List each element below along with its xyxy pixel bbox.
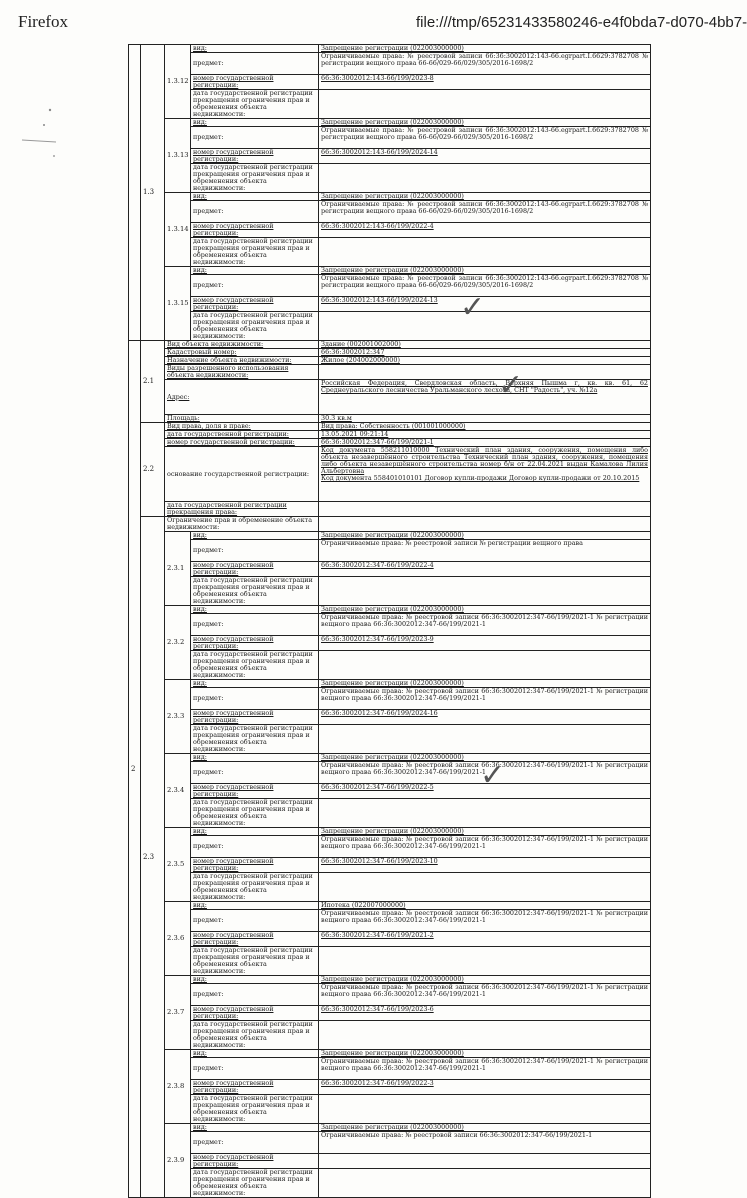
- browser-header: [0, 0, 747, 40]
- table-row: [129, 75, 651, 90]
- table-row: [129, 688, 651, 710]
- field-value: [319, 1021, 651, 1050]
- field-label: вид:: [191, 1124, 319, 1132]
- field-value: Код документа 558211010000 Технический план здания, сооружения, помещения либо объекта незавершённого строительства Технический план здания, сооружения, помещения либо объекта незавершённого строительства номер б/н от 22.04.2021 выдан Камалова Лилия Альбертовна Код документа 558401010101 Договор купли-продажи Договор купли-продажи от 20.10.2015: [319, 447, 651, 502]
- field-label: дата государственной регистрации прекращения ограничения прав и обременения объекта недвижимости:: [191, 1021, 319, 1050]
- table-row: [129, 275, 651, 297]
- field-label: Назначение объекта недвижимости:: [165, 357, 319, 365]
- table-row: [129, 614, 651, 636]
- item-number: 2.3.9: [165, 1124, 191, 1198]
- field-value: Российская Федерация, Свердловская область, Верхняя Пышма г, кв. кв. 61, 62 Среднеуральского лесничества Уральманского лесхоза, СНТ "Радость", уч. №12а: [319, 380, 651, 415]
- field-value: Запрещение регистрации (022003000000): [319, 45, 651, 53]
- field-value: 66:36:3002012:347-66/199/2021-2: [319, 932, 651, 947]
- field-value: 66:36:3002012:347-66/199/2022-4: [319, 562, 651, 577]
- field-value: [319, 1095, 651, 1124]
- field-value: [319, 725, 651, 754]
- field-label: дата государственной регистрации прекращения ограничения прав и обременения объекта недвижимости:: [191, 947, 319, 976]
- check-mark-icon: ✓: [460, 290, 486, 325]
- table-row: [129, 1154, 651, 1169]
- table-row: [129, 127, 651, 149]
- section-cell: [129, 45, 141, 341]
- table-row: [129, 164, 651, 193]
- field-label: вид:: [191, 45, 319, 53]
- field-value: Ограничиваемые права: № реестровой записи 66:36:3002012:347-66/199/2021-1 № регистрации вещного права 66:36:3002012:347-66/199/2021-1: [319, 688, 651, 710]
- browser-name: Firefox: [18, 12, 69, 31]
- block-index: 2.3: [141, 517, 165, 1198]
- section-number: 2: [129, 341, 141, 1198]
- field-value: 66:36:3002012:143-66/199/2024-14: [319, 149, 651, 164]
- item-number: 2.3.2: [165, 606, 191, 680]
- field-label: номер государственной регистрации:: [191, 858, 319, 873]
- table-row: [129, 201, 651, 223]
- table-row: [129, 297, 651, 312]
- field-value: [319, 238, 651, 267]
- item-number: 2.3.3: [165, 680, 191, 754]
- field-value: Запрещение регистрации (022003000000): [319, 828, 651, 836]
- field-value: Запрещение регистрации (022003000000): [319, 119, 651, 127]
- field-label: дата государственной регистрации прекращения ограничения прав и обременения объекта недвижимости:: [191, 873, 319, 902]
- field-value: 66:36:3002012:143-66/199/2023-8: [319, 75, 651, 90]
- item-number: 2.3.5: [165, 828, 191, 902]
- field-value: 13.05.2021 09:21:14: [319, 431, 651, 439]
- field-value: Ограничиваемые права: № реестровой записи 66:36:3002012:347-66/199/2021-1 № регистрации вещного права 66:36:3002012:347-66/199/2021-1: [319, 762, 651, 784]
- item-number: 1.3.12: [165, 45, 191, 119]
- block-index: 2.1: [141, 341, 165, 423]
- field-label: Ограничение прав и обременение объекта недвижимости:: [165, 517, 319, 532]
- field-label: предмет:: [191, 984, 319, 1006]
- table-row: [129, 1132, 651, 1154]
- field-label: вид:: [191, 267, 319, 275]
- field-value: 66:36:3002012:347-66/199/2022-3: [319, 1080, 651, 1095]
- field-label: номер государственной регистрации:: [191, 75, 319, 90]
- field-label: вид:: [191, 606, 319, 614]
- field-label: дата государственной регистрации прекращения ограничения прав и обременения объекта недвижимости:: [191, 725, 319, 754]
- field-value: Запрещение регистрации (022003000000): [319, 532, 651, 540]
- field-label: Площадь:: [165, 415, 319, 423]
- field-value: [319, 90, 651, 119]
- field-value: 66:36:3002012:347-66/199/2023-6: [319, 1006, 651, 1021]
- url-bar[interactable]: file:///tmp/65231433580246-e4f0bda7-d070-4bb7-: [416, 14, 747, 31]
- field-label: предмет:: [191, 1058, 319, 1080]
- field-label: номер государственной регистрации:: [191, 223, 319, 238]
- field-value: Ограничиваемые права: № реестровой записи 66:36:3002012:347-66/199/2021-1 № регистрации вещного права 66:36:3002012:347-66/199/2021-1: [319, 836, 651, 858]
- field-label: дата государственной регистрации прекращения ограничения прав и обременения объекта недвижимости:: [191, 799, 319, 828]
- table-row: [129, 365, 651, 380]
- field-label: предмет:: [191, 275, 319, 297]
- field-label: номер государственной регистрации:: [191, 784, 319, 799]
- field-value: Жилое (204002000000): [319, 357, 651, 365]
- field-label: вид:: [191, 680, 319, 688]
- field-label: основание государственной регистрации:: [165, 447, 319, 502]
- table-row: [129, 651, 651, 680]
- field-label: предмет:: [191, 1132, 319, 1154]
- field-label: дата государственной регистрации прекращения ограничения прав и обременения объекта недвижимости:: [191, 312, 319, 341]
- field-value: Ограничиваемые права: № реестровой записи 66:36:3002012:143-66.egrpart.I.6629:3782708 № регистрации вещного права 66-66/029-66/029/305/2016-1698/2: [319, 201, 651, 223]
- field-label: номер государственной регистрации:: [191, 636, 319, 651]
- field-value: [319, 577, 651, 606]
- block-index: 2.2: [141, 423, 165, 517]
- table-row: [129, 540, 651, 562]
- field-value: 66:36:3002012:143-66/199/2022-4: [319, 223, 651, 238]
- table-row: [129, 517, 651, 532]
- field-value: Здание (002001002000): [319, 341, 651, 349]
- field-value: Ограничиваемые права: № реестровой записи 66:36:3002012:143-66.egrpart.I.6629:3782708 № регистрации вещного права 66-66/029-66/029/305/2016-1698/2: [319, 275, 651, 297]
- field-label: вид:: [191, 193, 319, 201]
- table-row: [129, 1021, 651, 1050]
- field-label: дата государственной регистрации:: [165, 431, 319, 439]
- field-value: [319, 502, 651, 517]
- field-value: Ограничиваемые права: № реестровой записи 66:36:3002012:347-66/199/2021-1 № регистрации вещного права 66:36:3002012:347-66/199/2021-1: [319, 614, 651, 636]
- item-number: 2.3.7: [165, 976, 191, 1050]
- field-label: дата государственной регистрации прекращения ограничения прав и обременения объекта недвижимости:: [191, 164, 319, 193]
- field-value: Ограничиваемые права: № реестровой записи № регистрации вещного права: [319, 540, 651, 562]
- field-label: дата государственной регистрации прекращения ограничения прав и обременения объекта недвижимости:: [191, 238, 319, 267]
- field-value: [319, 947, 651, 976]
- field-label: Вид объекта недвижимости:: [165, 341, 319, 349]
- item-number: 1.3.14: [165, 193, 191, 267]
- table-row: [129, 223, 651, 238]
- field-label: вид:: [191, 1050, 319, 1058]
- table-row: [129, 1006, 651, 1021]
- table-row: [129, 447, 651, 502]
- table-row: [129, 947, 651, 976]
- field-value: [319, 651, 651, 680]
- table-row: [129, 1080, 651, 1095]
- check-mark-icon: ✓: [480, 758, 506, 793]
- field-label: номер государственной регистрации:: [165, 439, 319, 447]
- field-value: Ограничиваемые права: № реестровой записи 66:36:3002012:347-66/199/2021-1 № регистрации вещного права 66:36:3002012:347-66/199/2021-1: [319, 984, 651, 1006]
- field-label: дата государственной регистрации прекращения ограничения прав и обременения объекта недвижимости:: [191, 1095, 319, 1124]
- field-label: предмет:: [191, 688, 319, 710]
- field-value: Запрещение регистрации (022003000000): [319, 680, 651, 688]
- scan-artifact: [20, 80, 60, 200]
- table-row: [129, 799, 651, 828]
- field-value: Запрещение регистрации (022003000000): [319, 976, 651, 984]
- field-value: [319, 517, 651, 532]
- field-value: 66:36:3002012:347-66/199/2021-1: [319, 439, 651, 447]
- field-label: дата государственной регистрации прекращения ограничения прав и обременения объекта недвижимости:: [191, 1169, 319, 1198]
- item-number: 2.3.1: [165, 532, 191, 606]
- field-label: Кадастровый номер:: [165, 349, 319, 357]
- block-index: 1.3: [141, 45, 165, 341]
- field-value: [319, 365, 651, 380]
- field-value: Запрещение регистрации (022003000000): [319, 1124, 651, 1132]
- field-label: дата государственной регистрации прекращения права:: [165, 502, 319, 517]
- field-label: Вид права, доля в праве:: [165, 423, 319, 431]
- table-row: [129, 932, 651, 947]
- field-label: предмет:: [191, 762, 319, 784]
- field-label: предмет:: [191, 910, 319, 932]
- field-label: вид:: [191, 828, 319, 836]
- field-value: Ограничиваемые права: № реестровой записи 66:36:3002012:347-66/199/2021-1 № регистрации вещного права 66:36:3002012:347-66/199/2021-1: [319, 910, 651, 932]
- table-row: [129, 577, 651, 606]
- table-row: [129, 1169, 651, 1198]
- field-value: 66:36:3002012:143-66/199/2024-13: [319, 297, 651, 312]
- field-value: 30.3 кв.м: [319, 415, 651, 423]
- check-mark-icon: ✓: [498, 368, 524, 403]
- field-value: 66:36:3002012:347-66/199/2023-9: [319, 636, 651, 651]
- field-value: Запрещение регистрации (022003000000): [319, 1050, 651, 1058]
- table-row: [129, 53, 651, 75]
- field-label: предмет:: [191, 614, 319, 636]
- table-row: [129, 836, 651, 858]
- table-row: [129, 873, 651, 902]
- field-value: Ограничиваемые права: № реестровой записи 66:36:3002012:347-66/199/2021-1: [319, 1132, 651, 1154]
- field-label: вид:: [191, 754, 319, 762]
- field-label: вид:: [191, 976, 319, 984]
- table-row: [129, 90, 651, 119]
- item-number: 2.3.6: [165, 902, 191, 976]
- field-label: предмет:: [191, 53, 319, 75]
- item-number: 1.3.13: [165, 119, 191, 193]
- field-value: Запрещение регистрации (022003000000): [319, 267, 651, 275]
- field-label: предмет:: [191, 836, 319, 858]
- table-row: [129, 312, 651, 341]
- table-row: [129, 858, 651, 873]
- field-label: номер государственной регистрации:: [191, 1154, 319, 1169]
- item-number: 2.3.8: [165, 1050, 191, 1124]
- field-value: Запрещение регистрации (022003000000): [319, 754, 651, 762]
- field-value: Запрещение регистрации (022003000000): [319, 193, 651, 201]
- document-page: [128, 44, 650, 1197]
- field-value: [319, 873, 651, 902]
- field-label: номер государственной регистрации:: [191, 710, 319, 725]
- field-label: номер государственной регистрации:: [191, 149, 319, 164]
- field-value: [319, 799, 651, 828]
- table-row: [129, 149, 651, 164]
- field-value: Ограничиваемые права: № реестровой записи 66:36:3002012:143-66.egrpart.I.6629:3782708 № регистрации вещного права 66-66/029-66/029/305/2016-1698/2: [319, 53, 651, 75]
- table-row: [129, 1058, 651, 1080]
- field-value: 66:36:3002012:347-66/199/2023-10: [319, 858, 651, 873]
- field-label: номер государственной регистрации:: [191, 1080, 319, 1095]
- field-label: дата государственной регистрации прекращения ограничения прав и обременения объекта недвижимости:: [191, 90, 319, 119]
- item-number: 2.3.4: [165, 754, 191, 828]
- table-row: [129, 238, 651, 267]
- field-label: номер государственной регистрации:: [191, 932, 319, 947]
- field-value: Ипотека (022007000000): [319, 902, 651, 910]
- field-label: Адрес:: [165, 380, 319, 415]
- field-label: предмет:: [191, 201, 319, 223]
- field-value: Вид права: Собственность (001001000000): [319, 423, 651, 431]
- field-label: вид:: [191, 902, 319, 910]
- field-value: 66:36:3002012:347-66/199/2024-16: [319, 710, 651, 725]
- table-row: [129, 502, 651, 517]
- field-label: предмет:: [191, 540, 319, 562]
- field-value: Ограничиваемые права: № реестровой записи 66:36:3002012:143-66.egrpart.I.6629:3782708 № регистрации вещного права 66-66/029-66/029/305/2016-1698/2: [319, 127, 651, 149]
- table-row: [129, 1095, 651, 1124]
- table-row: [129, 910, 651, 932]
- table-row: [129, 562, 651, 577]
- field-label: предмет:: [191, 127, 319, 149]
- table-row: [129, 636, 651, 651]
- field-label: Виды разрешенного использования объекта недвижимости:: [165, 365, 319, 380]
- field-label: вид:: [191, 119, 319, 127]
- field-label: номер государственной регистрации:: [191, 1006, 319, 1021]
- table-row: [129, 762, 651, 784]
- field-label: дата государственной регистрации прекращения ограничения прав и обременения объекта недвижимости:: [191, 651, 319, 680]
- field-value: [319, 164, 651, 193]
- table-row: [129, 784, 651, 799]
- table-row: [129, 725, 651, 754]
- table-row: [129, 710, 651, 725]
- field-value: [319, 1169, 651, 1198]
- field-label: дата государственной регистрации прекращения ограничения прав и обременения объекта недвижимости:: [191, 577, 319, 606]
- field-value: 66:36:3002012:347-66/199/2022-5: [319, 784, 651, 799]
- table-row: [129, 380, 651, 415]
- table-row: [129, 984, 651, 1006]
- field-value: Запрещение регистрации (022003000000): [319, 606, 651, 614]
- field-label: вид:: [191, 532, 319, 540]
- egrn-table: [128, 44, 651, 1198]
- field-value: 66:36:3002012:347: [319, 349, 651, 357]
- field-label: номер государственной регистрации:: [191, 562, 319, 577]
- item-number: 1.3.15: [165, 267, 191, 341]
- field-value: Ограничиваемые права: № реестровой записи 66:36:3002012:347-66/199/2021-1 № регистрации вещного права 66:36:3002012:347-66/199/2021-1: [319, 1058, 651, 1080]
- field-value: [319, 1154, 651, 1169]
- field-label: номер государственной регистрации:: [191, 297, 319, 312]
